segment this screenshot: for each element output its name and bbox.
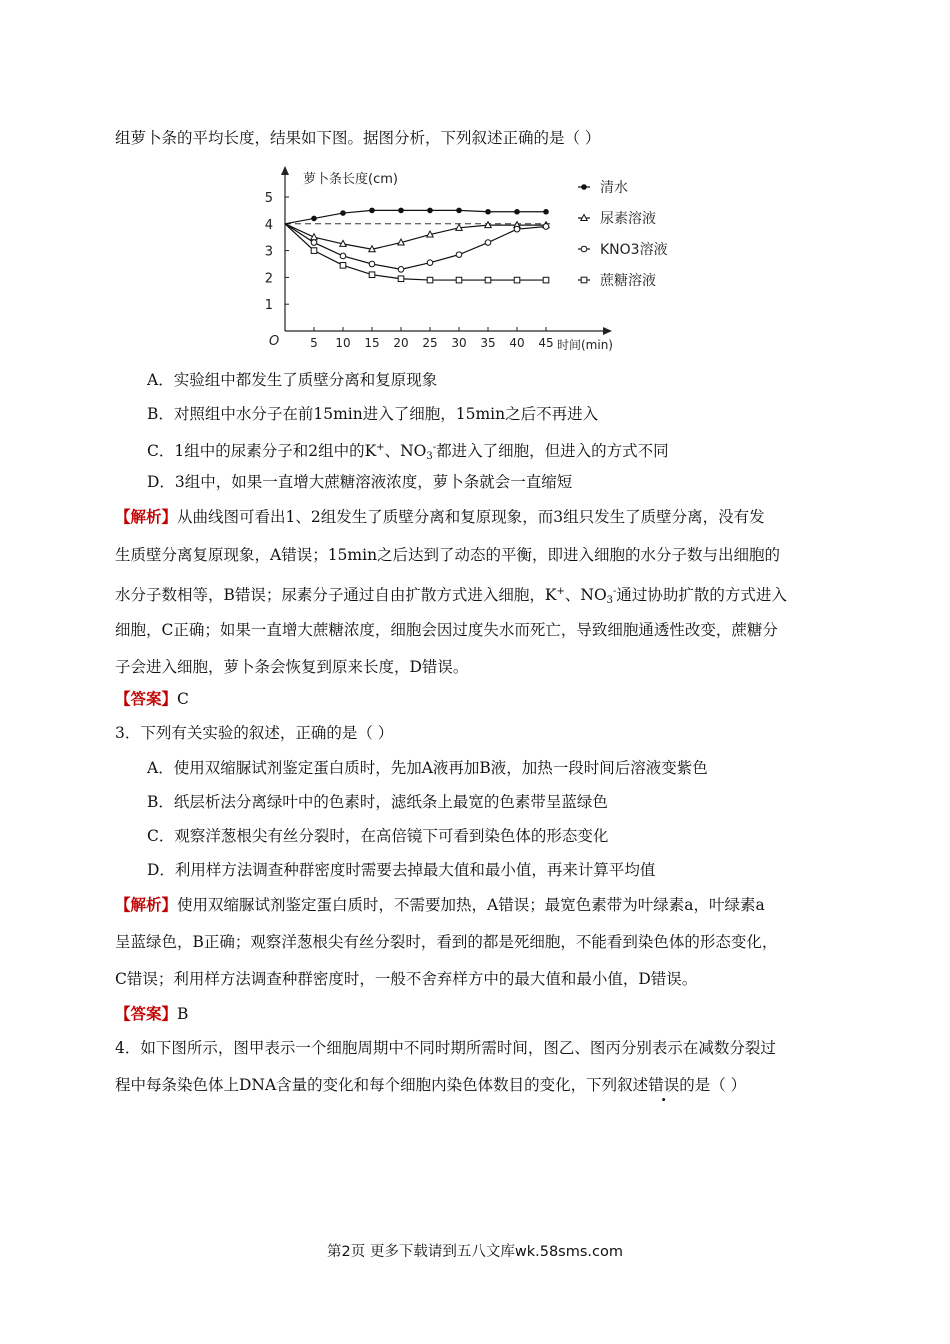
x-tick-label: 45	[538, 336, 554, 350]
y-tick-label: 3	[264, 244, 273, 260]
legend-item	[578, 210, 656, 227]
data-point	[398, 208, 404, 214]
q2-analysis-line-4: 细胞，C正确；如果一直增大蔗糖浓度，细胞会因过度失水而死亡，导致细胞通透性改变，蔗糖分	[115, 621, 778, 639]
series-2	[285, 224, 549, 272]
q2-analysis-line-2: 生质壁分离复原现象，A错误；15min之后达到了动态的平衡，即进入细胞的水分子数与出细胞的	[115, 546, 781, 564]
data-point	[427, 208, 433, 214]
chart-axes	[265, 166, 613, 352]
chart-series	[285, 208, 549, 283]
chart-legend	[578, 179, 668, 289]
data-point	[369, 261, 375, 267]
q2-answer: 【答案】C	[115, 689, 189, 708]
y-tick-label: 2	[264, 271, 273, 287]
data-point	[543, 209, 549, 215]
x-tick-label: 15	[364, 336, 380, 350]
data-point	[427, 277, 433, 283]
data-point	[340, 253, 346, 259]
legend-item	[578, 241, 668, 258]
x-tick-label: 10	[335, 336, 351, 350]
q3-stem: 3．下列有关实验的叙述，正确的是（ ）	[115, 724, 394, 742]
q3-answer: 【答案】B	[115, 1004, 189, 1023]
q2-option-c: C．1组中的尿素分子和2组中的K+、$NO_3^-$都进入了细胞，但进入的方式不同	[147, 442, 669, 462]
series-0	[285, 208, 549, 224]
data-point	[456, 208, 462, 214]
answer-tag: 【答案】	[115, 1004, 178, 1023]
q2-analysis-line-1: 【解析】从曲线图可看出1、2组发生了质壁分离和复原现象，而3组只发生了质壁分离，没有发	[115, 507, 765, 526]
q3-option-a: A．使用双缩脲试剂鉴定蛋白质时，先加A液再加B液，加热一段时间后溶液变紫色	[147, 759, 708, 777]
emphasis-dots: 错误	[648, 1076, 680, 1094]
x-tick-label: 25	[422, 336, 438, 350]
x-axis-label: 时间(min)	[557, 338, 613, 352]
legend-label: KNO3溶液	[600, 242, 668, 258]
series-line	[285, 224, 546, 249]
data-point	[456, 252, 462, 258]
data-point	[311, 240, 317, 246]
legend-label: 清水	[600, 180, 628, 196]
answer-tag: 【答案】	[115, 689, 178, 708]
q3-option-d: D．利用样方法调查种群密度时需要去掉最大值和最小值，再来计算平均值	[147, 861, 656, 879]
x-axis-arrow	[603, 327, 612, 335]
analysis-tag: 【解析】	[115, 507, 178, 526]
data-point	[581, 277, 587, 283]
y-axis-arrow	[281, 166, 289, 175]
y-tick-label: 1	[264, 298, 273, 314]
data-point	[485, 277, 491, 283]
series-line	[285, 224, 546, 270]
data-point	[427, 260, 433, 266]
q2-analysis-line-3: 水分子数相等，B错误；尿素分子通过自由扩散方式进入细胞，K+、$NO_3^-$通过协助扩散的方式进入	[115, 586, 787, 606]
q2-option-b: B．对照组中水分子在前15min进入了细胞，15min之后不再进入	[147, 405, 599, 423]
data-point	[514, 226, 520, 232]
q4-stem-line-1: 4．如下图所示，图甲表示一个细胞周期中不同时期所需时间，图乙、图丙分别表示在减数分裂过	[115, 1039, 776, 1057]
q3-analysis-line-1: 【解析】使用双缩脲试剂鉴定蛋白质时，不需要加热，A错误；最宽色素带为叶绿素a，叶绿素a	[115, 895, 765, 914]
origin-label: O	[269, 334, 280, 349]
data-point	[456, 277, 462, 283]
data-point	[581, 184, 587, 190]
x-tick-label: 40	[509, 336, 525, 350]
legend-item	[578, 179, 628, 196]
q3-analysis-line-2: 呈蓝绿色，B正确；观察洋葱根尖有丝分裂时，看到的都是死细胞，不能看到染色体的形态变化，	[115, 933, 778, 951]
data-point	[340, 210, 346, 216]
data-point	[485, 209, 491, 215]
x-tick-label: 5	[310, 336, 318, 350]
x-tick-label: 30	[451, 336, 467, 350]
data-point	[398, 267, 404, 273]
data-point	[514, 277, 520, 283]
data-point	[581, 246, 587, 252]
data-point	[485, 240, 491, 246]
q2-option-d: D．3组中，如果一直增大蔗糖溶液浓度，萝卜条就会一直缩短	[147, 473, 573, 491]
y-tick-label: 5	[264, 191, 273, 206]
data-point	[398, 276, 404, 282]
data-point	[543, 224, 549, 230]
y-tick-label: 4	[264, 217, 273, 233]
page-footer: 第2页 更多下载请到五八文库wk.58sms.com	[327, 1244, 623, 1260]
q2-analysis-line-5: 子会进入细胞，萝卜条会恢复到原来长度，D错误。	[115, 658, 469, 676]
x-tick-label: 35	[480, 336, 496, 350]
data-point	[311, 248, 317, 254]
data-point	[543, 277, 549, 283]
data-point	[369, 208, 375, 214]
data-point	[311, 216, 317, 222]
question-intro: 组萝卜条的平均长度，结果如下图。据图分析，下列叙述正确的是（ ）	[115, 129, 601, 147]
q4-stem-line-2: 程中每条染色体上DNA含量的变化和每个细胞内染色体数目的变化，下列叙述错误的是（ ）	[115, 1076, 747, 1094]
x-tick-label: 20	[393, 336, 409, 350]
q3-analysis-line-3: C错误；利用样方法调查种群密度时，一般不舍弃样方中的最大值和最小值，D错误。	[115, 970, 698, 988]
data-point	[340, 263, 346, 269]
legend-label: 蔗糖溶液	[600, 273, 656, 289]
radish-length-chart	[245, 165, 695, 357]
data-point	[369, 272, 375, 278]
analysis-tag: 【解析】	[115, 895, 178, 914]
legend-item	[578, 272, 656, 289]
q3-option-c: C．观察洋葱根尖有丝分裂时，在高倍镜下可看到染色体的形态变化	[147, 827, 609, 845]
y-axis-label: 萝卜条长度(cm)	[303, 172, 398, 187]
data-point	[514, 209, 520, 215]
legend-label: 尿素溶液	[600, 211, 656, 227]
q3-option-b: B．纸层析法分离绿叶中的色素时，滤纸条上最宽的色素带呈蓝绿色	[147, 793, 608, 811]
series-line	[285, 224, 546, 280]
q2-option-a: A．实验组中都发生了质壁分离和复原现象	[147, 371, 438, 389]
series-line	[285, 210, 546, 223]
